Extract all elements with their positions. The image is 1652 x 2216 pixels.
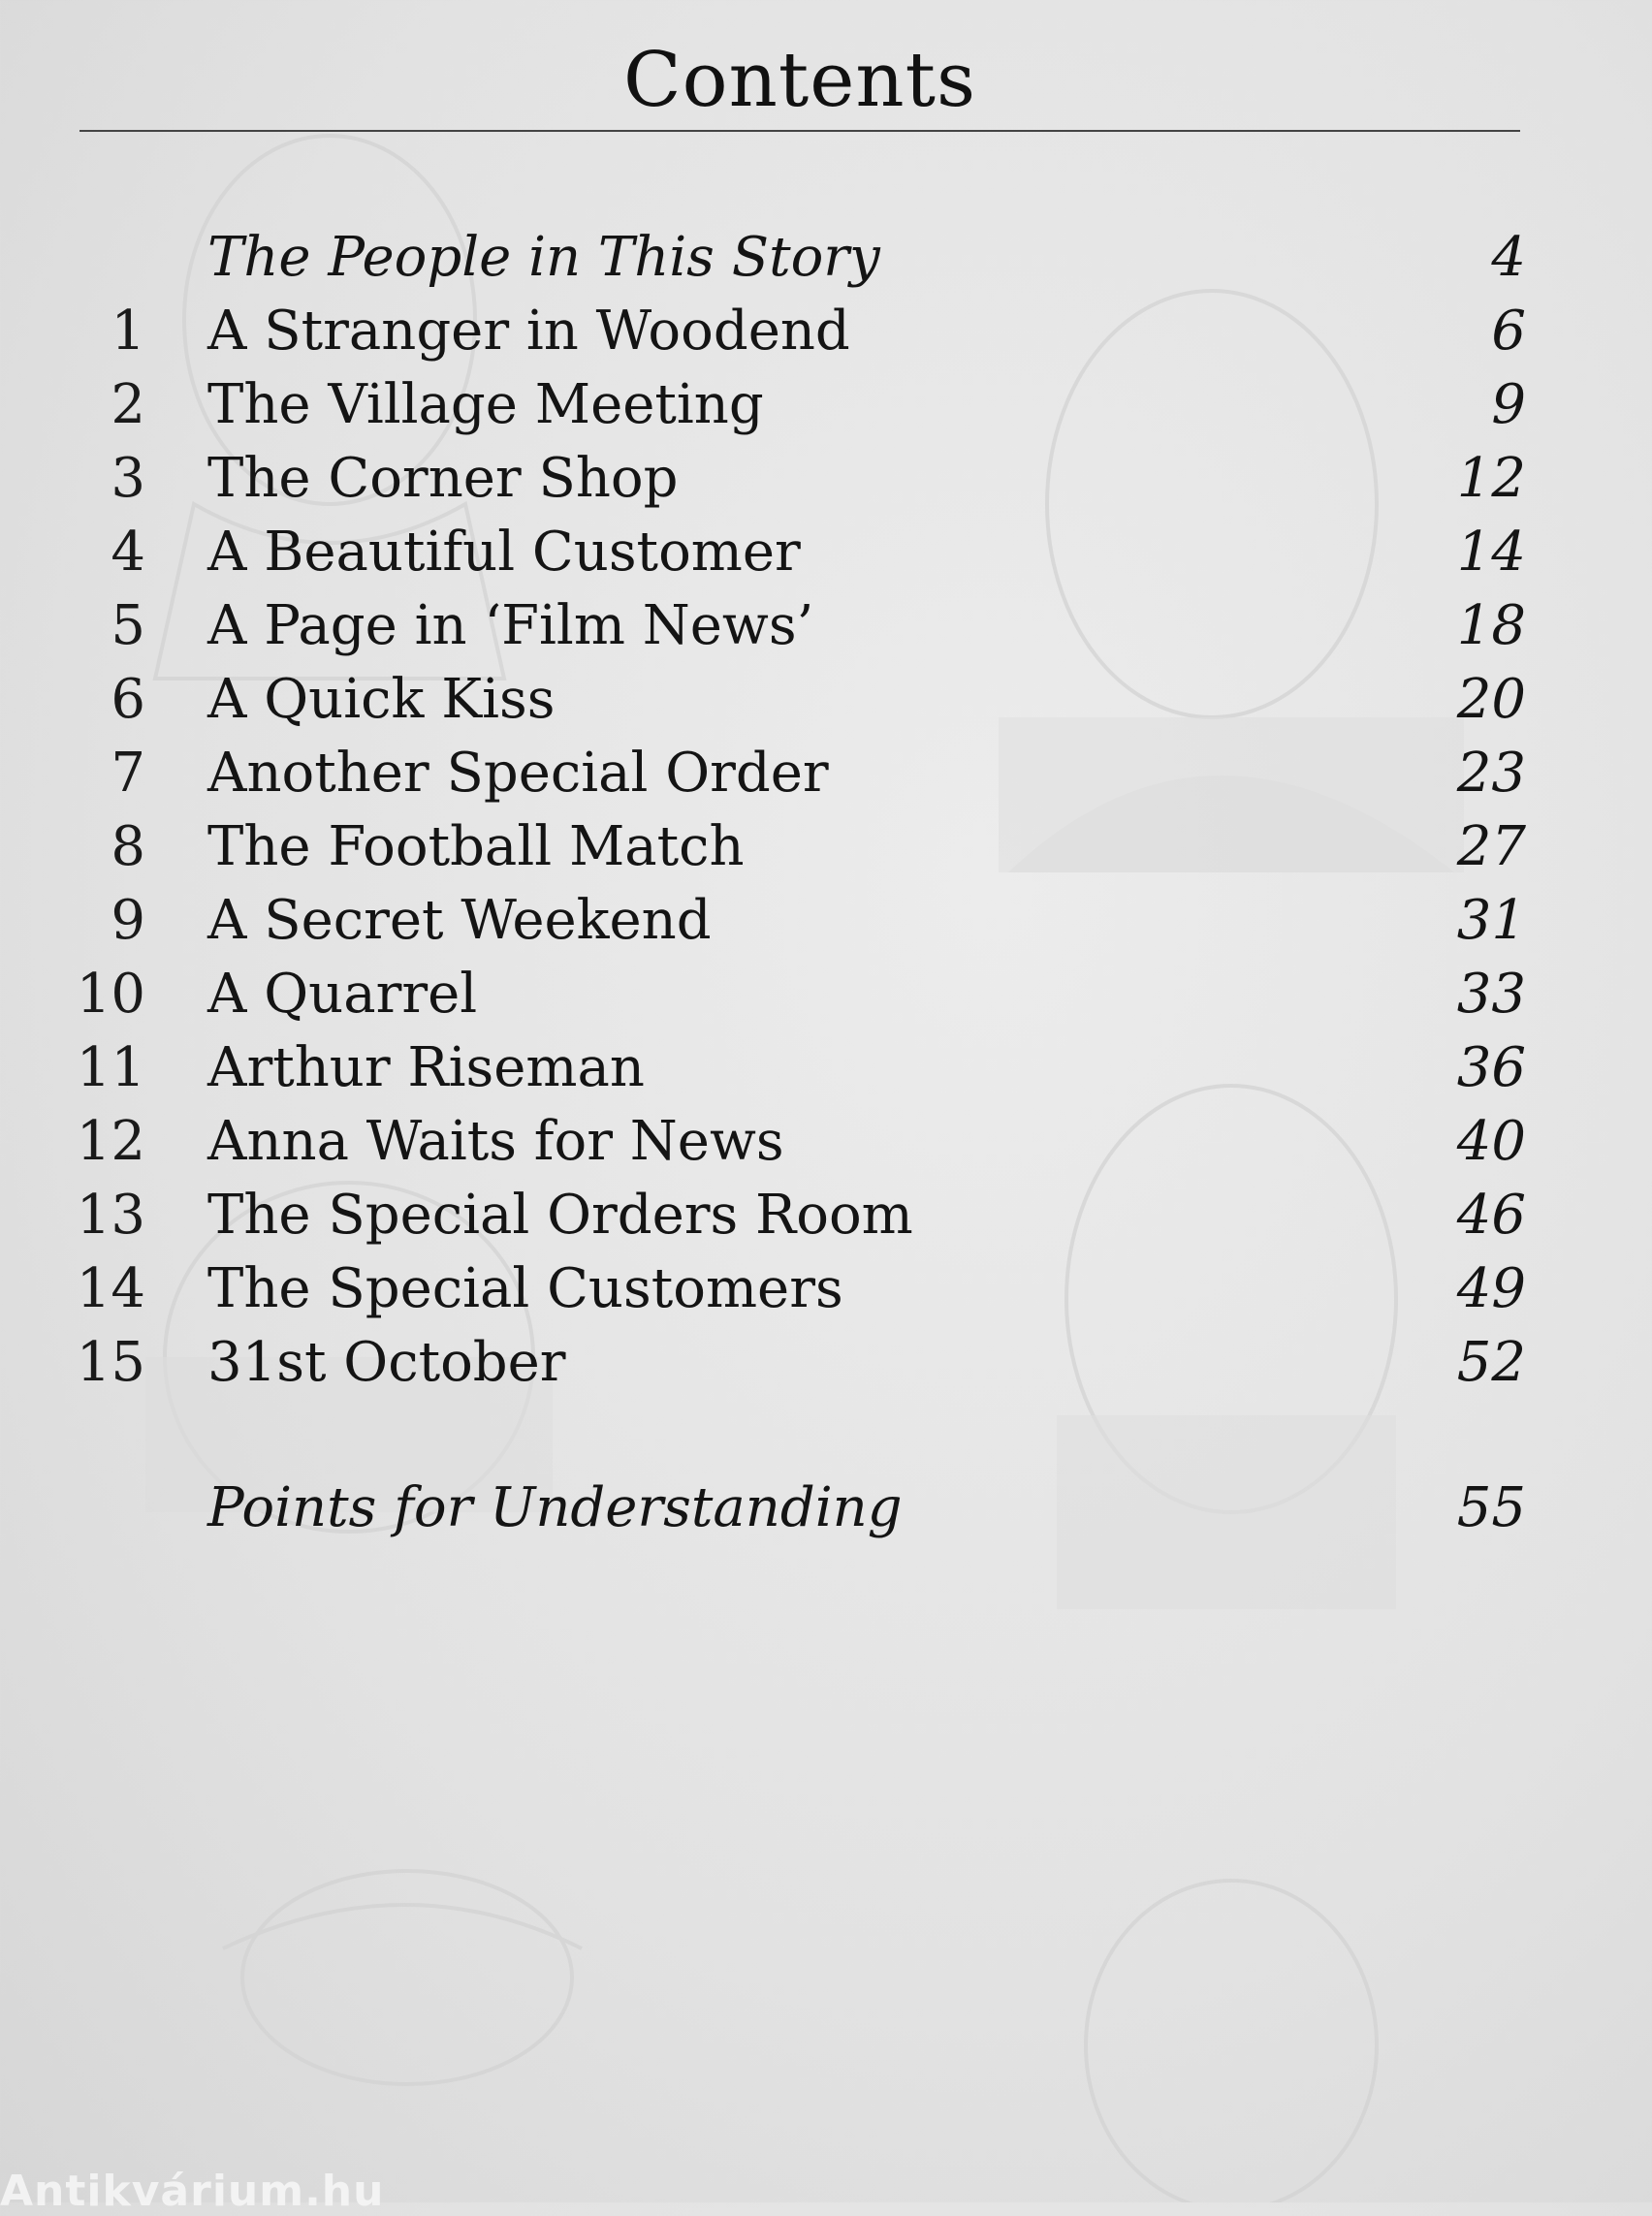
toc-entry-chapter-11[interactable] [0,1031,1652,1105]
chapter-title: A Quick Kiss [207,668,556,731]
chapter-page: 52 [1456,1331,1526,1394]
toc-entry-chapter-15[interactable] [0,1326,1652,1400]
chapter-page: 18 [1456,594,1526,657]
toc-entry-chapter-13[interactable] [0,1179,1652,1252]
toc-entry-chapter-3[interactable] [0,442,1652,516]
chapter-number: 14 [76,1257,145,1320]
chapter-number: 9 [111,889,145,952]
chapter-page: 49 [1456,1257,1526,1320]
chapter-number: 10 [76,963,145,1026]
toc-entry-chapter-1[interactable] [0,295,1652,368]
toc-entry-label: Points for Understanding [207,1476,903,1539]
chapter-page: 40 [1456,1110,1526,1173]
chapter-title: A Page in ‘Film News’ [207,594,814,657]
ghost-portrait-bottom-right [1086,1881,1377,2202]
chapter-number: 4 [111,521,145,584]
chapter-page: 36 [1456,1036,1526,1099]
toc-entry-chapter-4[interactable] [0,516,1652,589]
toc-entry-appendix[interactable] [0,1472,1652,1545]
chapter-page: 33 [1456,963,1526,1026]
toc-entry-intro[interactable] [0,221,1652,295]
toc-entry-chapter-12[interactable] [0,1105,1652,1179]
chapter-page: 20 [1456,668,1526,731]
toc-entry-chapter-8[interactable] [0,810,1652,884]
chapter-title: The Special Orders Room [207,1184,913,1247]
chapter-number: 7 [111,742,145,805]
chapter-title: The Football Match [207,815,745,878]
toc-entry-chapter-10[interactable] [0,958,1652,1031]
chapter-page: 27 [1456,815,1526,878]
chapter-number: 12 [76,1110,145,1173]
toc-entry-chapter-9[interactable] [0,884,1652,958]
title-divider [79,130,1520,132]
chapter-title: Anna Waits for News [207,1110,784,1173]
chapter-page: 6 [1491,300,1526,363]
chapter-title: A Stranger in Woodend [207,300,850,363]
toc-entry-page: 4 [1491,226,1526,289]
chapter-number: 1 [111,300,145,363]
chapter-page: 14 [1456,521,1526,584]
toc-entry-chapter-7[interactable] [0,737,1652,810]
chapter-number: 13 [76,1184,145,1247]
toc-entry-label: The People in This Story [207,226,880,289]
chapter-number: 2 [111,373,145,436]
chapter-page: 9 [1491,373,1526,436]
chapter-title: The Corner Shop [207,447,679,510]
chapter-title: The Special Customers [207,1257,843,1320]
chapter-title: A Quarrel [207,963,478,1026]
chapter-number: 15 [76,1331,145,1394]
chapter-title: A Secret Weekend [207,889,712,952]
toc-entry-chapter-6[interactable] [0,663,1652,737]
chapter-number: 8 [111,815,145,878]
chapter-title: Arthur Riseman [207,1036,645,1099]
chapter-page: 46 [1456,1184,1526,1247]
toc-entry-chapter-14[interactable] [0,1252,1652,1326]
chapter-page: 23 [1456,742,1526,805]
page-title: Contents [623,37,976,124]
toc-entry-chapter-5[interactable] [0,589,1652,663]
chapter-number: 6 [111,668,145,731]
toc-entry-chapter-2[interactable] [0,368,1652,442]
chapter-number: 3 [111,447,145,510]
chapter-title: Another Special Order [207,742,829,805]
chapter-page: 12 [1456,447,1526,510]
chapter-title: The Village Meeting [207,373,764,436]
chapter-title: A Beautiful Customer [207,521,801,584]
ghost-portrait-bottom-left [242,1871,572,2084]
chapter-page: 31 [1456,889,1526,952]
watermark-text: Antikvárium.hu [0,2167,385,2216]
chapter-number: 5 [111,594,145,657]
toc-entry-page: 55 [1456,1476,1526,1539]
chapter-title: 31st October [207,1331,566,1394]
chapter-number: 11 [76,1036,145,1099]
